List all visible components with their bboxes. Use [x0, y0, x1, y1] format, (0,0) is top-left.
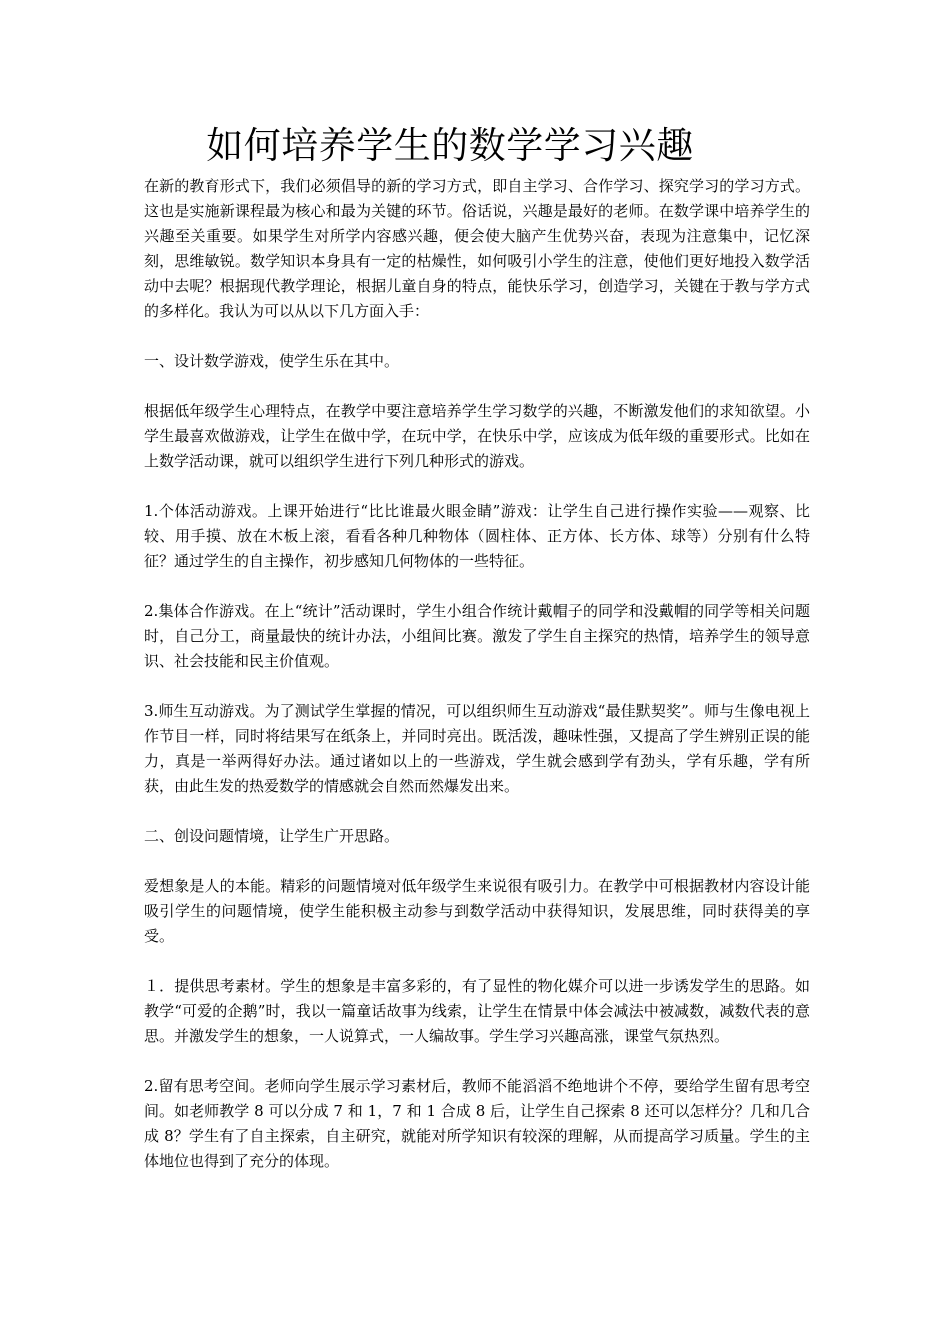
document-body [144, 174, 810, 1174]
paragraph-spacer [144, 324, 810, 349]
list-item-interactive-game: 3.师生互动游戏。为了测试学生掌握的情况，可以组织师生互动游戏“最佳默契奖”。师与生像电视上作节目一样，同时将结果写在纸条上，并同时亮出。既活泼，趣味性强，又提高了学生辨别正误的能力，真是一举两得好办法。通过诸如以上的一些游戏，学生就会感到学有劲头，学有乐趣，学有所获，由此生发的热爱数学的情感就会自然而然爆发出来。 [144, 702, 810, 795]
paragraph-spacer [144, 1049, 810, 1074]
paragraph-spacer [144, 799, 810, 824]
document-title: 如何培养学生的数学学习兴趣 [206, 124, 694, 167]
paragraph-spacer [144, 949, 810, 974]
list-item-individual-game: 1.个体活动游戏。上课开始进行“比比谁最火眼金睛”游戏：让学生自己进行操作实验——观察、比较、用手摸、放在木板上滚，看看各种几种物体（圆柱体、正方体、长方体、球等）分别有什么特征？通过学生的自主操作，初步感知几何物体的一些特征。 [144, 502, 810, 570]
section-heading-2: 二、创设问题情境，让学生广开思路。 [144, 827, 400, 845]
paragraph-spacer [144, 474, 810, 499]
list-item-group-game: 2.集体合作游戏。在上“统计”活动课时，学生小组合作统计戴帽子的同学和没戴帽的同学等相关问题时，自己分工，商量最快的统计办法，小组间比赛。激发了学生自主探究的热情，培养学生的领导意识、社会技能和民主价值观。 [144, 602, 810, 670]
body-paragraph: 爱想象是人的本能。精彩的问题情境对低年级学生来说很有吸引力。在教学中可根据教材内容设计能吸引学生的问题情境，使学生能积极主动参与到数学活动中获得知识，发展思维，同时获得美的享受。 [144, 877, 810, 945]
section-heading-1: 一、设计数学游戏，使学生乐在其中。 [144, 352, 400, 370]
list-item-thinking-material: １．提供思考素材。学生的想象是丰富多彩的，有了显性的物化媒介可以进一步诱发学生的思路。如教学“可爱的企鹅”时，我以一篇童话故事为线索，让学生在情景中体会减法中被减数，减数代表的意思。并激发学生的想象，一人说算式，一人编故事。学生学习兴趣高涨，课堂气氛热烈。 [144, 977, 810, 1045]
intro-paragraph: 在新的教育形式下，我们必须倡导的新的学习方式，即自主学习、合作学习、探究学习的学习方式。这也是实施新课程最为核心和最为关键的环节。俗话说，兴趣是最好的老师。在数学课中培养学生的兴趣至关重要。如果学生对所学内容感兴趣，便会使大脑产生优势兴奋，表现为注意集中，记忆深刻，思维敏锐。数学知识本身具有一定的枯燥性，如何吸引小学生的注意，使他们更好地投入数学活动中去呢？根据现代教学理论，根据儿童自身的特点，能快乐学习，创造学习，关键在于教与学方式的多样化。我认为可以从以下几方面入手： [144, 177, 810, 320]
body-paragraph: 根据低年级学生心理特点，在教学中要注意培养学生学习数学的兴趣，不断激发他们的求知欲望。小学生最喜欢做游戏，让学生在做中学，在玩中学，在快乐中学，应该成为低年级的重要形式。比如在上数学活动课，就可以组织学生进行下列几种形式的游戏。 [144, 402, 810, 470]
paragraph-spacer [144, 849, 810, 874]
paragraph-spacer [144, 374, 810, 399]
list-item-thinking-space: 2.留有思考空间。老师向学生展示学习素材后，教师不能滔滔不绝地讲个不停，要给学生留有思考空间。如老师教学 8 可以分成 7 和 1，7 和 1 合成 8 后，让学生自己探索 8 还可以怎样分？几和几合成 8？学生有了自主探索，自主研究，就能对所学知识有较深的理解，从而提高学习质量。学生的主体地位也得到了充分的体现。 [144, 1077, 810, 1170]
paragraph-spacer [144, 574, 810, 599]
paragraph-spacer [144, 674, 810, 699]
